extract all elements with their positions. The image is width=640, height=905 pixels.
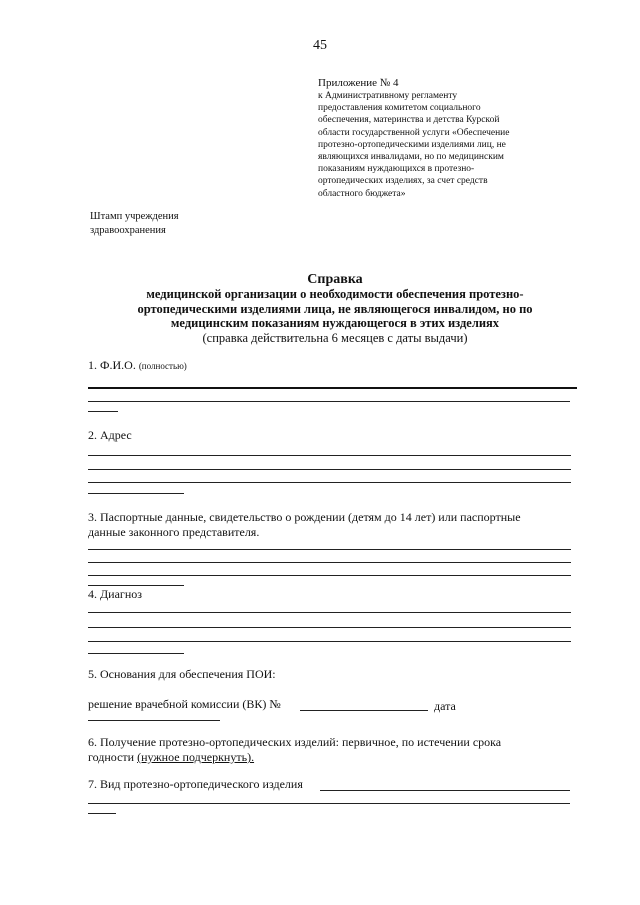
- appendix-line: предоставления комитетом социального: [318, 103, 481, 114]
- passport-input-line[interactable]: [88, 585, 184, 586]
- address-input-line[interactable]: [88, 455, 571, 456]
- fio-input-line[interactable]: [88, 401, 570, 402]
- passport-label: [88, 510, 588, 540]
- receipt-label: [88, 735, 588, 765]
- diagnosis-input-line[interactable]: [88, 612, 571, 613]
- receipt-underlined-note: (нужное подчеркнуть).: [137, 750, 255, 764]
- document-heading: [70, 272, 600, 345]
- passport-input-line[interactable]: [88, 562, 571, 563]
- page-number: 45: [313, 38, 327, 53]
- fio-field-label: [88, 358, 187, 374]
- stamp-line: здравоохранения: [90, 225, 166, 236]
- address-label: 2. Адрес: [88, 428, 132, 442]
- heading-line: ортопедическими изделиями лица, не являющегося инвалидом, но по: [137, 301, 533, 316]
- document-title: Справка: [307, 272, 363, 287]
- appendix-line: ортопедических изделиях, за счет средств: [318, 176, 488, 187]
- heading-line: медицинской организации о необходимости обеспечения протезно-: [146, 287, 524, 301]
- diagnosis-input-line[interactable]: [88, 653, 184, 654]
- fio-label: 1. Ф.И.О.: [88, 358, 136, 372]
- type-input-line[interactable]: [88, 803, 570, 804]
- type-label: 7. Вид протезно-ортопедического изделия: [88, 777, 303, 791]
- vk-number-input-line[interactable]: [300, 710, 428, 711]
- heading-line: медицинским показаниям нуждающегося в этих изделиях: [170, 316, 500, 330]
- appendix-line: протезно-ортопедическими изделиями лиц, не: [318, 139, 506, 150]
- receipt-label-line: 6. Получение протезно-ортопедических изделий: первичное, по истечении срока: [88, 735, 502, 749]
- address-input-line[interactable]: [88, 482, 571, 483]
- stamp-placeholder: [90, 210, 179, 238]
- vk-label: решение врачебной комиссии (ВК) №: [88, 697, 281, 711]
- date-input-line[interactable]: [88, 720, 220, 721]
- passport-input-line[interactable]: [88, 549, 571, 550]
- receipt-label-line: [88, 750, 588, 765]
- appendix-title: Приложение № 4: [318, 77, 399, 89]
- passport-input-line[interactable]: [88, 575, 571, 576]
- fio-input-line[interactable]: [88, 411, 118, 412]
- appendix-line: являющихся инвалидами, но по медицинским: [318, 152, 504, 163]
- diagnosis-input-line[interactable]: [88, 627, 571, 628]
- type-input-line[interactable]: [320, 790, 570, 791]
- date-label: дата: [434, 699, 456, 713]
- address-input-line[interactable]: [88, 469, 571, 470]
- appendix-line: обеспечения, материнства и детства Курской: [318, 115, 500, 126]
- appendix-line: к Административному регламенту: [318, 91, 458, 101]
- stamp-line: Штамп учреждения: [90, 211, 179, 222]
- address-input-line[interactable]: [88, 493, 184, 494]
- fio-note: (полностью): [138, 361, 187, 371]
- validity-note: (справка действительна 6 месяцев с даты выдачи): [202, 330, 468, 345]
- passport-label-line: 3. Паспортные данные, свидетельство о рождении (детям до 14 лет) или паспортные: [88, 510, 521, 524]
- appendix-line: областного бюджета»: [318, 188, 406, 199]
- diagnosis-input-line[interactable]: [88, 641, 571, 642]
- type-input-line[interactable]: [88, 813, 116, 814]
- appendix-line: области государственной услуги «Обеспечение: [318, 127, 510, 138]
- receipt-prefix: годности: [88, 750, 135, 764]
- basis-label: 5. Основания для обеспечения ПОИ:: [88, 667, 276, 681]
- appendix-line: показаниям нуждающихся в протезно-: [318, 164, 475, 175]
- diagnosis-label: 4. Диагноз: [88, 587, 143, 601]
- passport-label-line: данные законного представителя.: [88, 525, 260, 539]
- appendix-block: [318, 76, 608, 200]
- fio-input-line[interactable]: [88, 387, 577, 389]
